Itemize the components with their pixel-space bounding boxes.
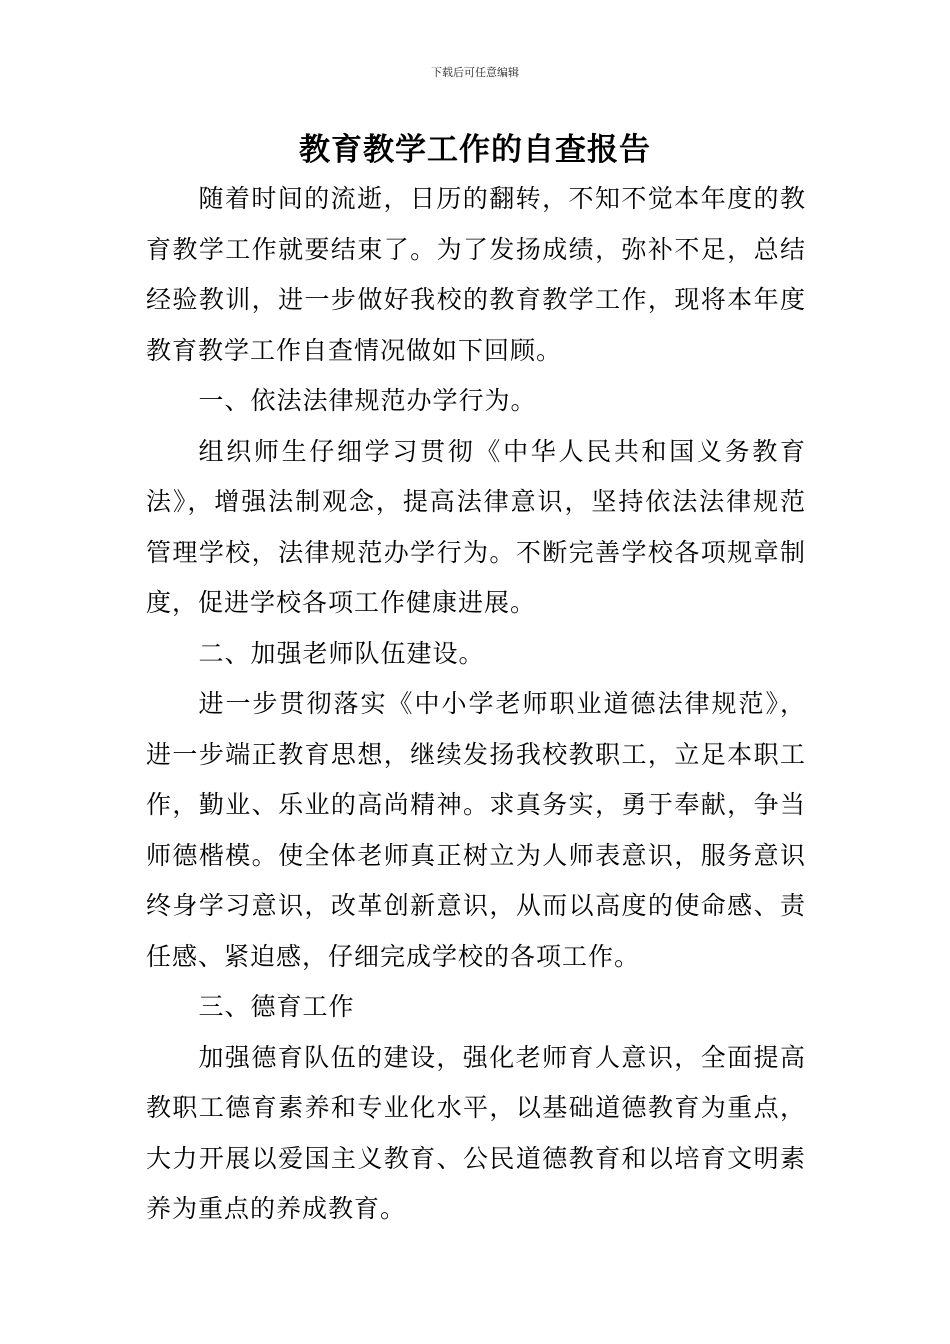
section-heading-2: 二、加强老师队伍建设。 xyxy=(198,638,485,668)
section-heading-1: 一、依法法律规范办学行为。 xyxy=(198,386,537,415)
paragraph-intro: 随着时间的流逝，日历的翻转，不知不觉本年度的教育教学工作就要结束了。为了发扬成绩，弥补不足，总结经验教训，进一步做好我校的教育教学工作，现将本年度教育教学工作自查情况做如下回顾。 xyxy=(146,184,806,365)
document-body xyxy=(146,174,806,1235)
paragraph-section-3: 加强德育队伍的建设，强化老师育人意识，全面提高教职工德育素养和专业化水平，以基础道德教育为重点，大力开展以爱国主义教育、公民道德教育和以培育文明素养为重点的养成教育。 xyxy=(146,1042,806,1223)
document-title: 教育教学工作的自查报告 xyxy=(299,132,651,168)
section-heading-3: 三、德育工作 xyxy=(198,992,355,1021)
paragraph-section-2: 进一步贯彻落实《中小学老师职业道德法律规范》，进一步端正教育思想，继续发扬我校教职工，立足本职工作，勤业、乐业的高尚精神。求真务实，勇于奉献，争当师德楷模。使全体老师真正树立为人师表意识，服务意识终身学习意识，改革创新意识，从而以高度的使命感、责任感、紧迫感，仔细完成学校的各项工作。 xyxy=(146,689,806,971)
paragraph-section-1: 组织师生仔细学习贯彻《中华人民共和国义务教育法》，增强法制观念，提高法律意识，坚持依法法律规范管理学校，法律规范办学行为。不断完善学校各项规章制度，促进学校各项工作健康进展。 xyxy=(146,436,806,617)
header-note: 下载后可任意编辑 xyxy=(431,66,519,79)
